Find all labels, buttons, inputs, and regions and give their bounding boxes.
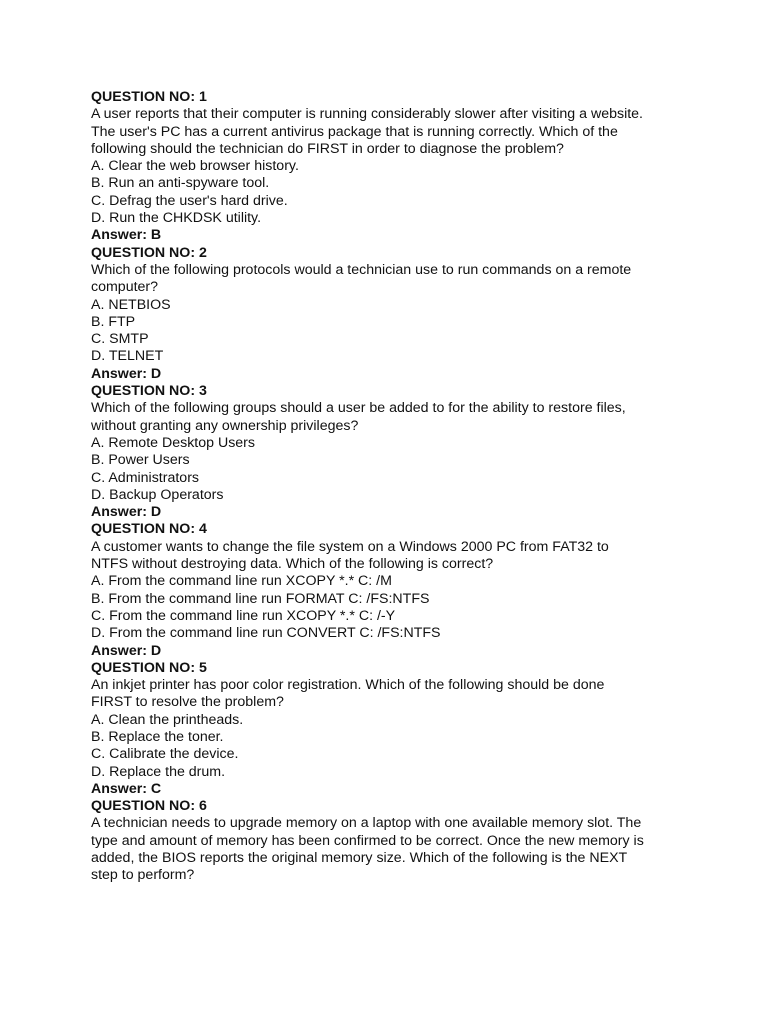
question-text-line: step to perform?	[91, 867, 195, 884]
answer-option: B. From the command line run FORMAT C: /FS:NTFS	[91, 590, 430, 607]
question-text-line: computer?	[91, 279, 159, 296]
question-block-2	[91, 245, 691, 383]
question-heading: QUESTION NO: 5	[91, 659, 207, 676]
question-text-line: type and amount of memory has been confirmed to be correct. Once the new memory is	[91, 832, 644, 849]
question-text-line: NTFS without destroying data. Which of the following is correct?	[91, 556, 494, 573]
answer-option: D. Replace the drum.	[91, 763, 226, 780]
answer-key: Answer: D	[91, 642, 162, 659]
question-heading: QUESTION NO: 1	[91, 89, 207, 105]
question-text-line: Which of the following groups should a user be added to for the ability to restore files,	[91, 400, 626, 417]
question-text-line: A technician needs to upgrade memory on a laptop with one available memory slot. The	[91, 815, 642, 832]
question-text-line: An inkjet printer has poor color registration. Which of the following should be done	[91, 677, 605, 694]
question-heading: QUESTION NO: 2	[91, 244, 207, 261]
question-text-line: without granting any ownership privileges?	[91, 417, 359, 434]
answer-option: B. Replace the toner.	[91, 728, 224, 745]
question-block-6	[91, 798, 691, 884]
answer-option: D. TELNET	[91, 348, 164, 365]
answer-option: A. From the command line run XCOPY *.* C: /M	[91, 573, 392, 590]
answer-option: C. From the command line run XCOPY *.* C: /-Y	[91, 607, 396, 624]
question-block-4	[91, 521, 691, 659]
answer-option: B. FTP	[91, 313, 136, 330]
answer-option: B. Run an anti-spyware tool.	[91, 175, 270, 192]
answer-option: C. SMTP	[91, 331, 149, 348]
question-heading: QUESTION NO: 4	[91, 521, 207, 538]
answer-option: A. NETBIOS	[91, 296, 171, 313]
question-text-line: following should the technician do FIRST in order to diagnose the problem?	[91, 140, 564, 157]
question-text-line: A customer wants to change the file system on a Windows 2000 PC from FAT32 to	[91, 538, 609, 555]
question-heading: QUESTION NO: 6	[91, 798, 207, 815]
document-page	[91, 89, 691, 885]
answer-option: B. Power Users	[91, 452, 190, 469]
answer-option: A. Clean the printheads.	[91, 711, 244, 728]
question-block-3	[91, 383, 691, 521]
question-text-line: FIRST to resolve the problem?	[91, 694, 284, 711]
answer-option: D. From the command line run CONVERT C: /FS:NTFS	[91, 625, 441, 642]
answer-option: A. Remote Desktop Users	[91, 434, 256, 451]
question-text-line: The user's PC has a current antivirus package that is running correctly. Which of the	[91, 123, 618, 140]
answer-key: Answer: D	[91, 365, 162, 382]
answer-key: Answer: C	[91, 780, 162, 797]
question-block-1	[91, 89, 691, 245]
answer-option: C. Calibrate the device.	[91, 746, 239, 763]
answer-option: C. Defrag the user's hard drive.	[91, 192, 288, 209]
question-text-line: Which of the following protocols would a technician use to run commands on a remote	[91, 261, 632, 278]
answer-option: D. Run the CHKDSK utility.	[91, 210, 262, 227]
answer-option: C. Administrators	[91, 469, 200, 486]
answer-key: Answer: D	[91, 504, 162, 521]
answer-option: A. Clear the web browser history.	[91, 158, 299, 175]
answer-key: Answer: B	[91, 227, 162, 244]
question-text-line: added, the BIOS reports the original memory size. Which of the following is the NEXT	[91, 850, 628, 867]
question-text-line: A user reports that their computer is running considerably slower after visiting a website.	[91, 106, 643, 123]
answer-option: D. Backup Operators	[91, 486, 224, 503]
question-block-5	[91, 660, 691, 798]
question-heading: QUESTION NO: 3	[91, 383, 207, 400]
